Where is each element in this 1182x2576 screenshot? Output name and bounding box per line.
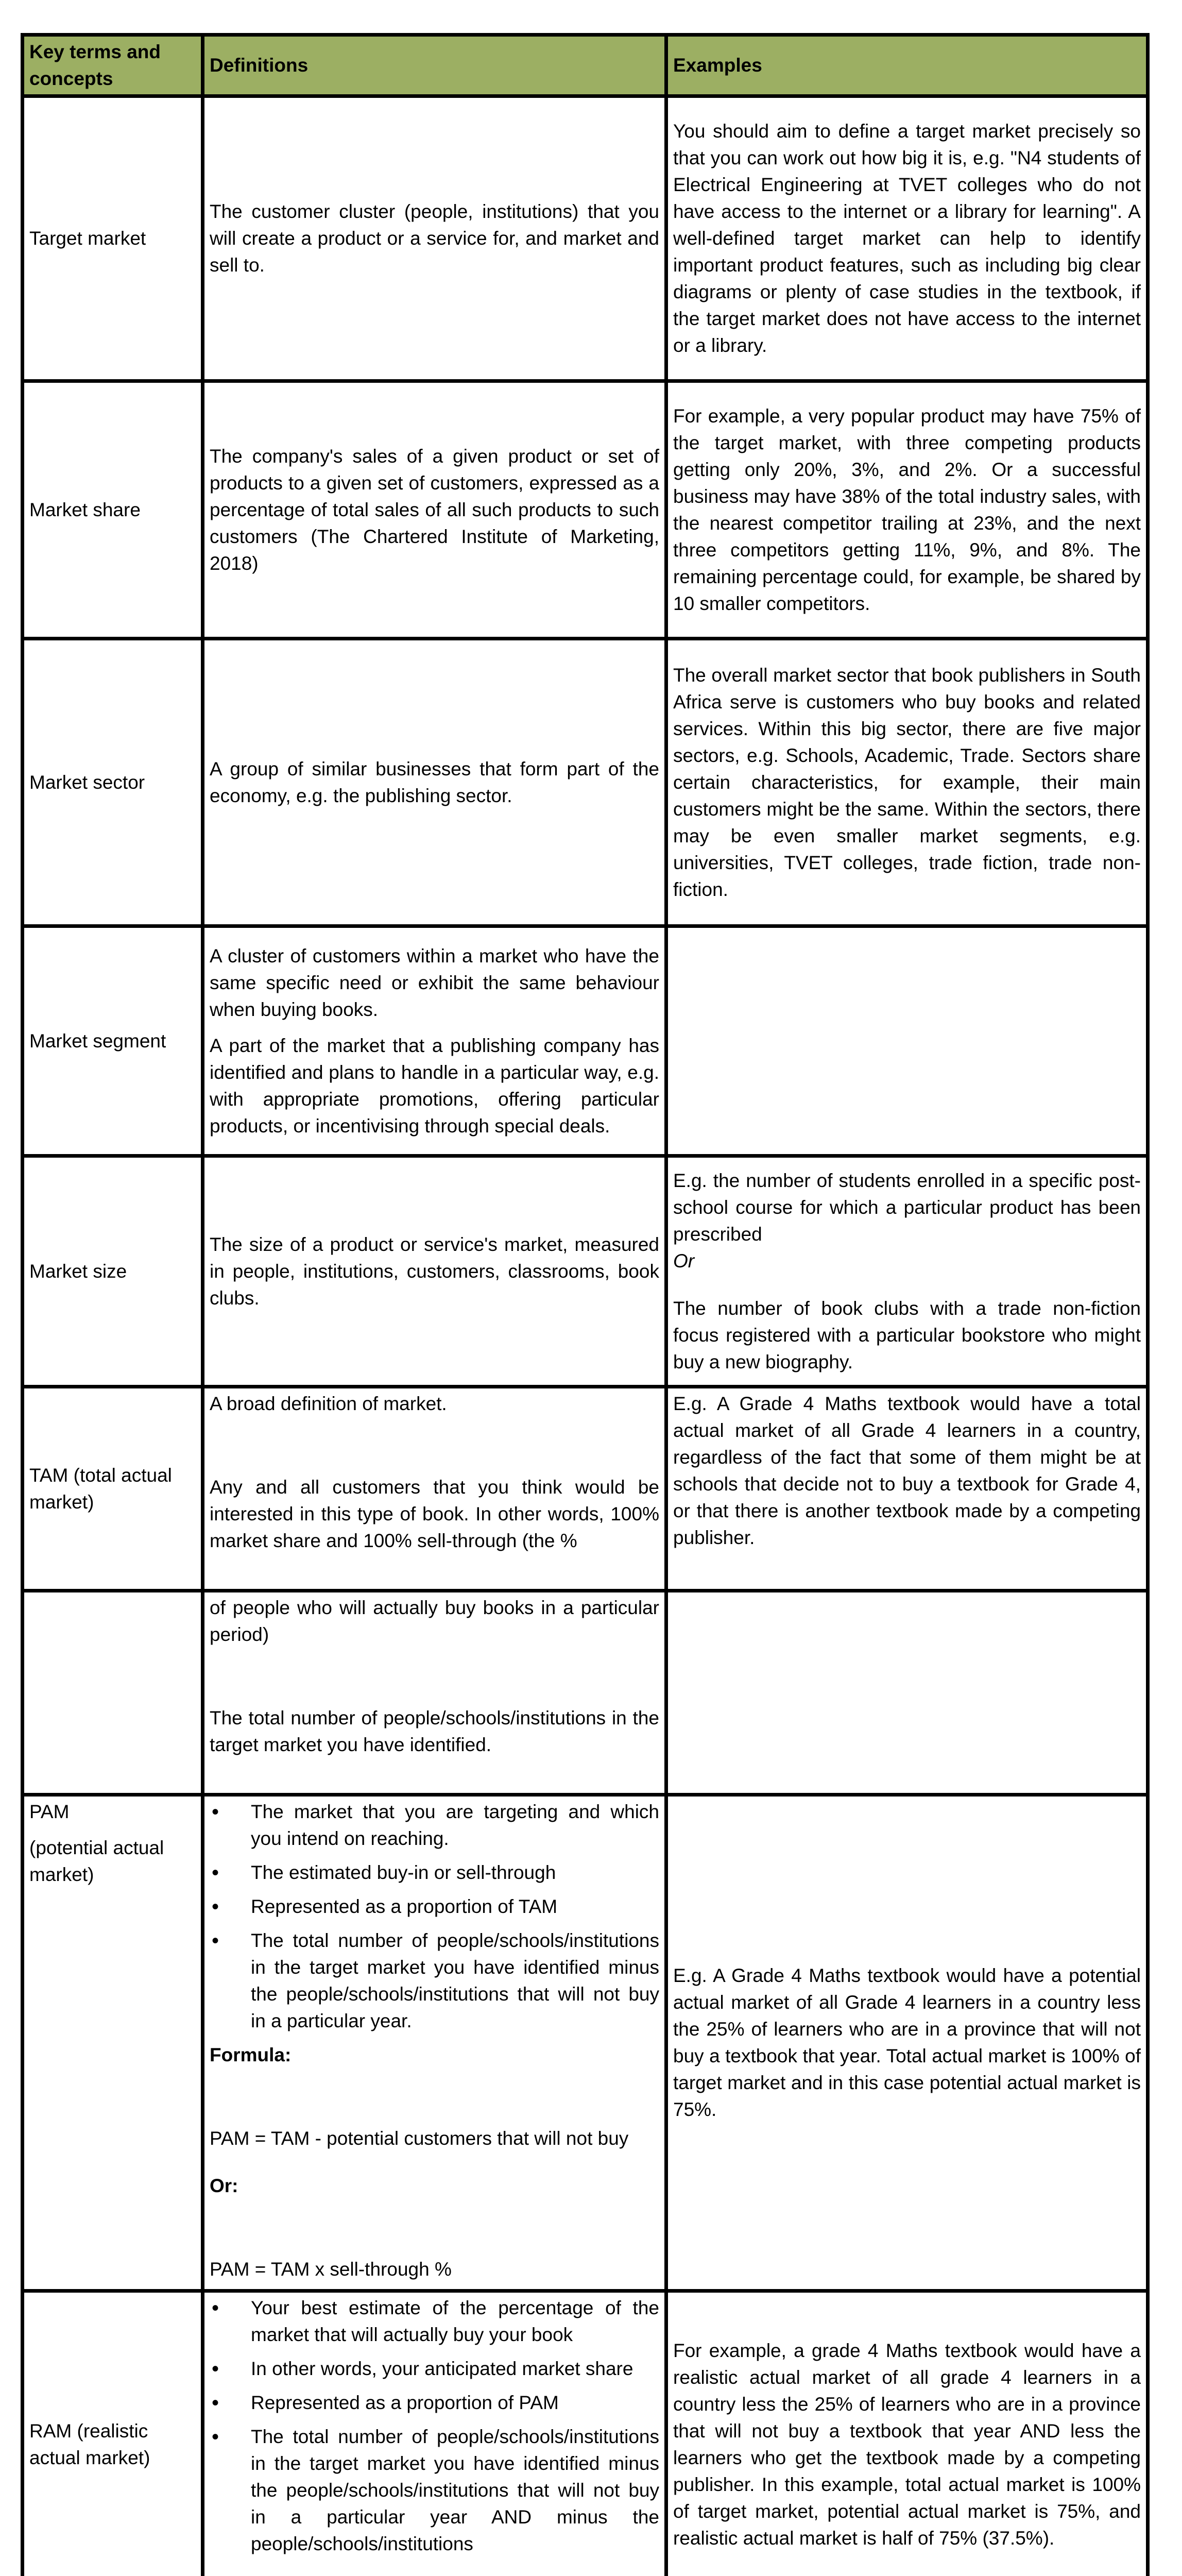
formula-or: Or:	[210, 2175, 238, 2196]
table-row	[23, 639, 1148, 926]
term-cell: RAM (realistic actual market)	[23, 2291, 203, 2576]
formula-line: PAM = TAM x sell-through %	[210, 2259, 452, 2280]
bullet-list	[210, 1799, 659, 2035]
header-examples: Examples	[666, 35, 1148, 96]
example-cell	[666, 1156, 1148, 1387]
header-definitions: Definitions	[203, 35, 666, 96]
list-item: • Your best estimate of the percentage of the market that will actually buy your book	[210, 2295, 659, 2348]
bullet-icon: •	[212, 2392, 219, 2414]
key-terms-table	[21, 33, 1150, 2576]
example-or: Or	[673, 1250, 695, 1272]
example-paragraph: The number of book clubs with a trade non-fiction focus registered with a particular bookstore who might buy a new biography.	[673, 1297, 1141, 1372]
bullet-icon: •	[212, 1801, 219, 1823]
example-cell: You should aim to define a target market precisely so that you can work out how big it is, e.g. "N4 students of Electrical Engineering at TVET colleges who do not have access to the internet or a library for learning". A well-defined target market can help to identify important product features, such as including big clear diagrams or plenty of case studies in the textbook, if the target market does not have access to the internet or a library.	[666, 96, 1148, 381]
example-cell	[666, 926, 1148, 1156]
definition-cell: The customer cluster (people, institutions) that you will create a product or a service for, and market and sell to.	[203, 96, 666, 381]
table-row	[23, 1387, 1148, 1591]
table-row	[23, 96, 1148, 381]
bullet-icon: •	[212, 1895, 219, 1918]
list-item: • In other words, your anticipated market share	[210, 2355, 659, 2382]
definition-paragraph: of people who will actually buy books in a particular period)	[210, 1597, 659, 1645]
definition-paragraph: Any and all customers that you think would be interested in this type of book. In other words, 100% market share and 100% sell-through (the %	[210, 1477, 659, 1551]
definition-cell	[203, 1795, 666, 2291]
header-row	[23, 35, 1148, 96]
bullet-icon: •	[212, 2358, 219, 2380]
definition-cell	[203, 926, 666, 1156]
example-cell	[666, 1591, 1148, 1795]
table-row	[23, 1591, 1148, 1795]
formula-line: PAM = TAM - potential customers that will not buy	[210, 2128, 629, 2149]
list-item: • Represented as a proportion of TAM	[210, 1893, 659, 1920]
example-paragraph: E.g. the number of students enrolled in a specific post-school course for which a particular product has been prescribed	[673, 1170, 1141, 1245]
term-cell: Market share	[23, 381, 203, 639]
definition-paragraph: A part of the market that a publishing company has identified and plans to handle in a particular way, e.g. with appropriate promotions, offering particular products, or incentivising through special deals.	[210, 1035, 659, 1137]
table-row	[23, 381, 1148, 639]
bullet-icon: •	[212, 1861, 219, 1884]
table-row	[23, 1156, 1148, 1387]
definition-cell	[203, 1387, 666, 1591]
example-cell: For example, a very popular product may have 75% of the target market, with three competing products getting only 20%, 3%, and 2%. Or a successful business may have 38% of the total industry sales, with the nearest competitor trailing at 23%, and the next three competitors getting 11%, 9%, and 8%. The remaining percentage could, for example, be shared by 10 smaller competitors.	[666, 381, 1148, 639]
term-cell	[23, 1795, 203, 2291]
example-cell: For example, a grade 4 Maths textbook would have a realistic actual market of all grade 4 learners in a country less the 25% of learners who are in a province that will not buy a textbook that year AND less the learners who get the textbook made by a competing publisher. In this example, total actual market is 100% of target market, potential actual market is 75%, and realistic actual market is half of 75% (37.5%).	[666, 2291, 1148, 2576]
example-cell: E.g. A Grade 4 Maths textbook would have a potential actual market of all Grade 4 learners in a country less the 25% of learners who are in a province that will not buy a textbook that year. Total actual market is 100% of target market and in this case potential actual market is 75%.	[666, 1795, 1148, 2291]
header-key-terms: Key terms and concepts	[23, 35, 203, 96]
definition-cell	[203, 1591, 666, 1795]
bullet-list	[210, 2295, 659, 2557]
term-cell: Market size	[23, 1156, 203, 1387]
definition-paragraph: The total number of people/schools/institutions in the target market you have identified.	[210, 1707, 659, 1755]
example-cell: E.g. A Grade 4 Maths textbook would have a total actual market of all Grade 4 learners in a country, regardless of the fact that some of them might be at schools that decide not to buy a textbook for Grade 4, or that there is another textbook made by a competing publisher.	[666, 1387, 1148, 1591]
definition-cell: A group of similar businesses that form part of the economy, e.g. the publishing sector.	[203, 639, 666, 926]
list-item: • The market that you are targeting and which you intend on reaching.	[210, 1799, 659, 1852]
table-row	[23, 1795, 1148, 2291]
definition-cell	[203, 2291, 666, 2576]
term-full: (potential actual market)	[29, 1837, 164, 1885]
definition-cell: The size of a product or service's market, measured in people, institutions, customers, classrooms, book clubs.	[203, 1156, 666, 1387]
definition-paragraph: A broad definition of market.	[210, 1393, 447, 1414]
term-cell: Market segment	[23, 926, 203, 1156]
formula-label: Formula:	[210, 2044, 292, 2065]
term-cell	[23, 1591, 203, 1795]
list-item: • The total number of people/schools/institutions in the target market you have identified minus the people/schools/institutions that will not buy in a particular year.	[210, 1927, 659, 2035]
definition-paragraph: A cluster of customers within a market who have the same specific need or exhibit the same behaviour when buying books.	[210, 945, 659, 1020]
list-item: • The estimated buy-in or sell-through	[210, 1859, 659, 1886]
definition-cell: The company's sales of a given product or set of products to a given set of customers, expressed as a percentage of total sales of all such products to such customers (The Chartered Institute of Marketing, 2018)	[203, 381, 666, 639]
list-item: • The total number of people/schools/institutions in the target market you have identified minus the people/schools/institutions that will not buy in a particular year AND minus the people/schools/institutions	[210, 2424, 659, 2557]
term-cell: Market sector	[23, 639, 203, 926]
term-cell: Target market	[23, 96, 203, 381]
table-row	[23, 926, 1148, 1156]
example-cell: The overall market sector that book publishers in South Africa serve is customers who buy books and related services. Within this big sector, there are five major sectors, e.g. Schools, Academic, Trade. Sectors share certain characteristics, for example, their main customers might be the same. Within the sectors, there may be even smaller market segments, e.g. universities, TVET colleges, trade fiction, trade non-fiction.	[666, 639, 1148, 926]
list-item: • Represented as a proportion of PAM	[210, 2389, 659, 2416]
table-row	[23, 2291, 1148, 2576]
bullet-icon: •	[212, 2426, 219, 2448]
term-abbrev: PAM	[29, 1801, 70, 1822]
term-cell: TAM (total actual market)	[23, 1387, 203, 1591]
bullet-icon: •	[212, 2297, 219, 2319]
bullet-icon: •	[212, 1929, 219, 1952]
